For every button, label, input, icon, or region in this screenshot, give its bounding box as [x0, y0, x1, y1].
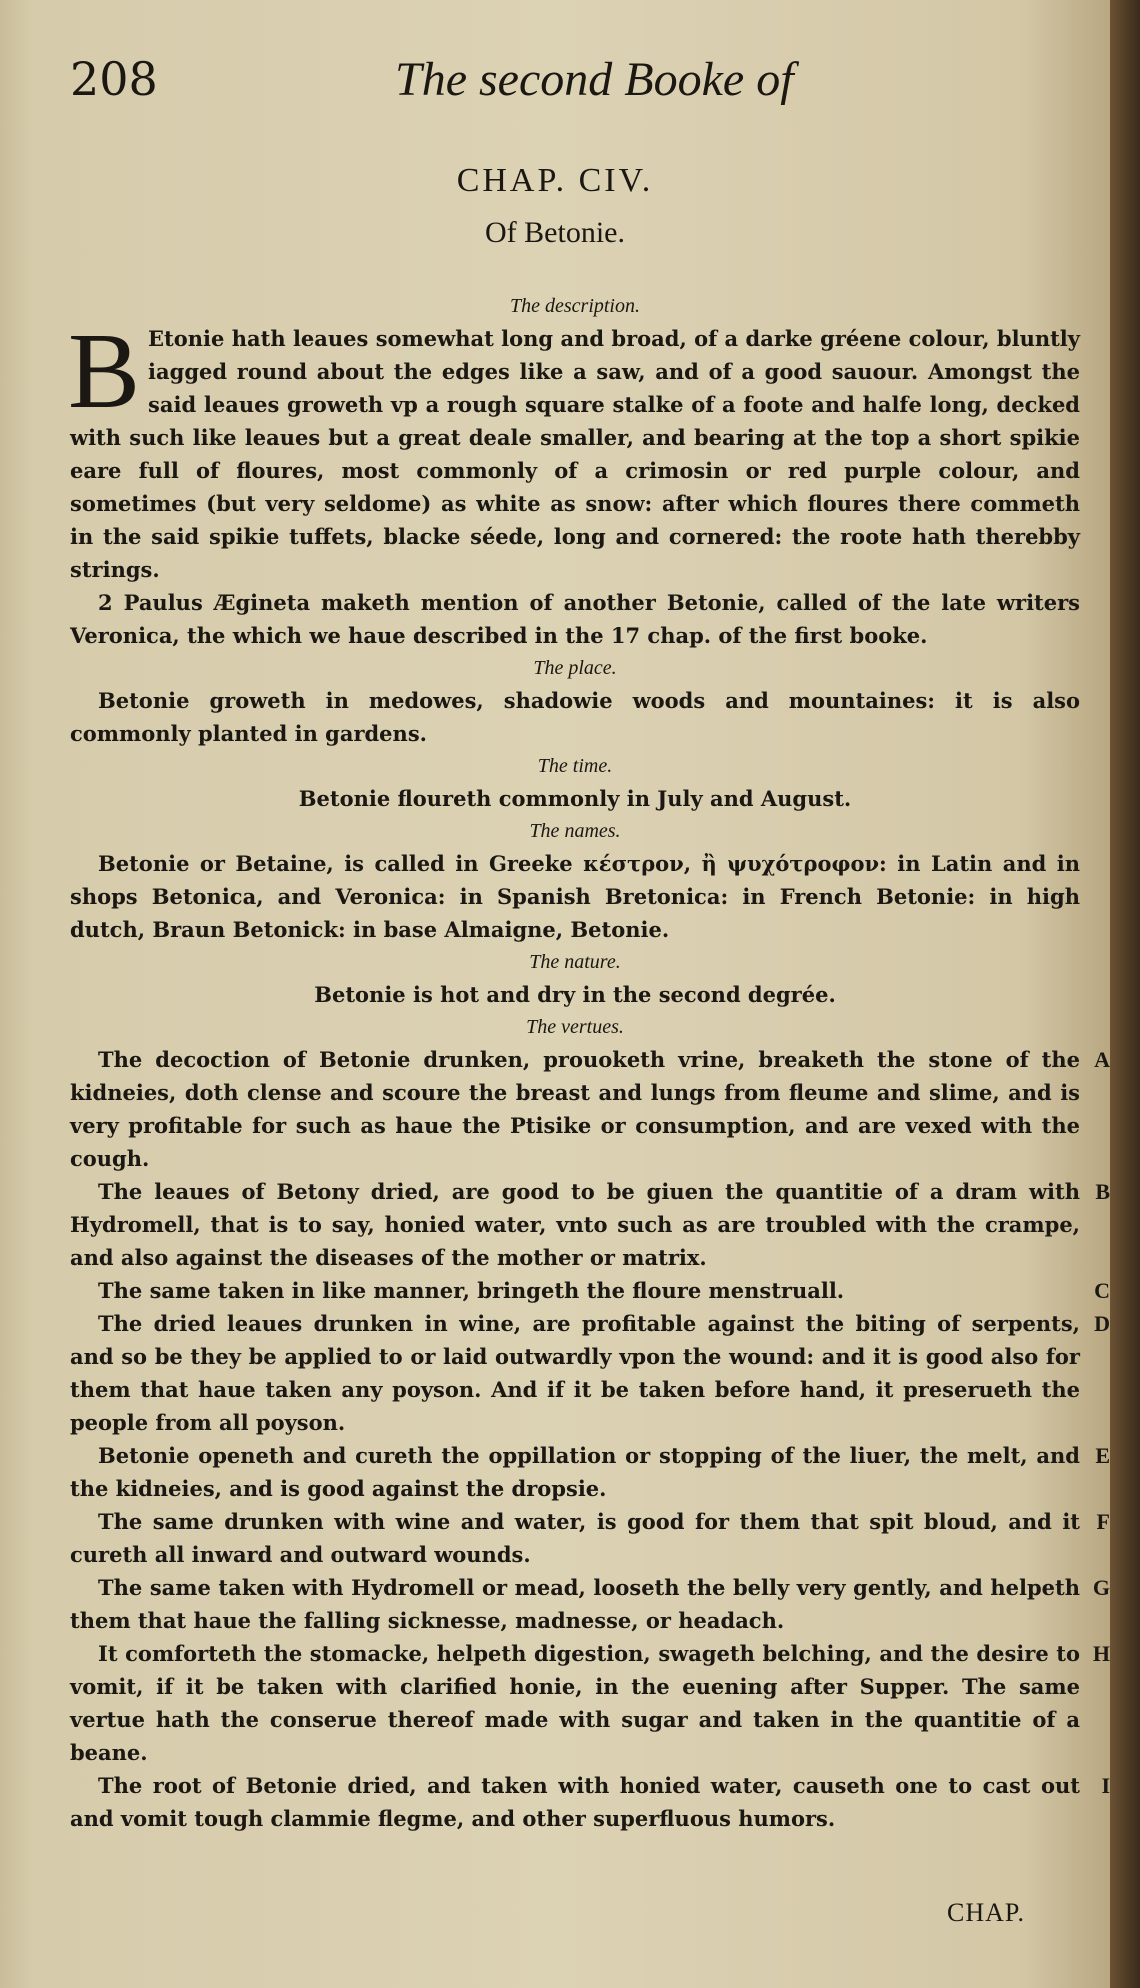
margin-letter-a: A [1094, 1047, 1110, 1072]
vertue-e-text: Betonie openeth and cureth the oppillation or stopping of the liuer, the melt, and the kidneies, and is good against the dropsie. [70, 1443, 1080, 1501]
margin-letter-c: C [1094, 1278, 1110, 1303]
margin-letter-d: D [1094, 1311, 1110, 1336]
vertue-d-text: The dried leaues drunken in wine, are profitable against the biting of serpents, and so be they be applied to or laid outwardly vpon the wound: and it is good also for them that haue taken any poyson. And if it be taken before hand, it preserueth the people from all poyson. [70, 1311, 1080, 1435]
book-spine-edge [1110, 0, 1140, 1988]
paragraph-names: Betonie or Betaine, is called in Greeke κέστρον, ἢ ψυχότροφον: in Latin and in shops Betonica, and Veronica: in Spanish Bretonica: in French Betonie: in high dutch, Braun Betonick: in base Almaigne, Betonie. [70, 851, 1080, 942]
page-body [68, 290, 1110, 1835]
paragraph-description-2: 2 Paulus Ægineta maketh mention of another Betonie, called of the late writers Veronica, the which we haue described in the 17 chap. of the first booke. [70, 590, 1080, 648]
paragraph-vertue-i [70, 1769, 1110, 1835]
vertue-f-text: The same drunken with wine and water, is good for them that spit bloud, and it cureth all inward and outward wounds. [70, 1509, 1080, 1567]
margin-letter-e: E [1095, 1443, 1110, 1468]
paragraph-vertue-d [70, 1307, 1110, 1439]
vertue-a-text: The decoction of Betonie drunken, prouoketh vrine, breaketh the stone of the kidneies, doth clense and scoure the breast and lungs from fleume and slime, and is very profitable for such as haue the Ptisike or consumption, and are vexed with the cough. [70, 1047, 1080, 1171]
section-heading-names: The names. [529, 820, 621, 842]
margin-letter-i: I [1101, 1773, 1110, 1798]
section-heading-vertues: The vertues. [526, 1016, 624, 1038]
margin-letter-g: G [1092, 1575, 1110, 1600]
page-number: 208 [70, 52, 158, 106]
paragraph-vertue-b [70, 1175, 1110, 1274]
vertue-c-text: The same taken in like manner, bringeth the floure menstruall. [98, 1278, 845, 1303]
vertue-i-text: The root of Betonie dried, and taken with honied water, causeth one to cast out and vomit tough clammie flegme, and other superfluous humors. [70, 1773, 1080, 1831]
catchword: CHAP. [947, 1898, 1025, 1927]
paragraph-time: Betonie floureth commonly in July and August. [298, 786, 852, 811]
paragraph-vertue-a [70, 1043, 1110, 1175]
drop-cap: B [68, 312, 141, 431]
chapter-title: CHAP. CIV. [456, 162, 654, 199]
section-heading-description: The description. [510, 295, 640, 317]
paragraph-vertue-g [70, 1571, 1110, 1637]
section-heading-nature: The nature. [529, 951, 621, 973]
chapter-subtitle: Of Betonie. [485, 216, 625, 249]
paragraph-vertue-e [70, 1439, 1110, 1505]
paragraph-vertue-h [70, 1637, 1110, 1769]
section-heading-place: The place. [533, 657, 617, 679]
paragraph-description [68, 312, 1080, 586]
margin-letter-f: F [1096, 1509, 1110, 1534]
paragraph-description-text: Etonie hath leaues somewhat long and broad, of a darke gréene colour, bluntly iagged round about the edges like a saw, and of a good sauour. Amongst the said leaues groweth vp a rough square stalke of a foote and halfe long, decked with such like leaues but a great deale smaller, and bearing at the top a short spikie eare full of floures, most commonly of a crimosin or red purple colour, and sometimes (but very seldome) as white as snow: after which floures there commeth in the said spikie tuffets, blacke séede, long and cornered: the roote hath therebby strings. [70, 326, 1080, 582]
paragraph-nature: Betonie is hot and dry in the second degrée. [314, 982, 836, 1007]
running-title: The second Booke of [395, 53, 794, 106]
margin-letter-b: B [1095, 1179, 1110, 1204]
paragraph-vertue-c [70, 1274, 1110, 1307]
paragraph-vertue-f [70, 1505, 1110, 1571]
vertue-g-text: The same taken with Hydromell or mead, looseth the belly very gently, and helpeth them that haue the falling sicknesse, madnesse, or headach. [70, 1575, 1080, 1633]
margin-letter-h: H [1092, 1641, 1110, 1666]
paragraph-place: Betonie groweth in medowes, shadowie woods and mountaines: it is also commonly planted in gardens. [70, 688, 1080, 746]
section-heading-time: The time. [537, 755, 613, 777]
vertue-b-text: The leaues of Betony dried, are good to be giuen the quantitie of a dram with Hydromell, that is to say, honied water, vnto such as are troubled with the crampe, and also against the diseases of the mother or matrix. [70, 1179, 1080, 1270]
vertue-h-text: It comforteth the stomacke, helpeth digestion, swageth belching, and the desire to vomit, if it be taken with clarified honie, in the euening after Supper. The same vertue hath the conserue thereof made with sugar and taken in the quantitie of a beane. [70, 1641, 1080, 1765]
